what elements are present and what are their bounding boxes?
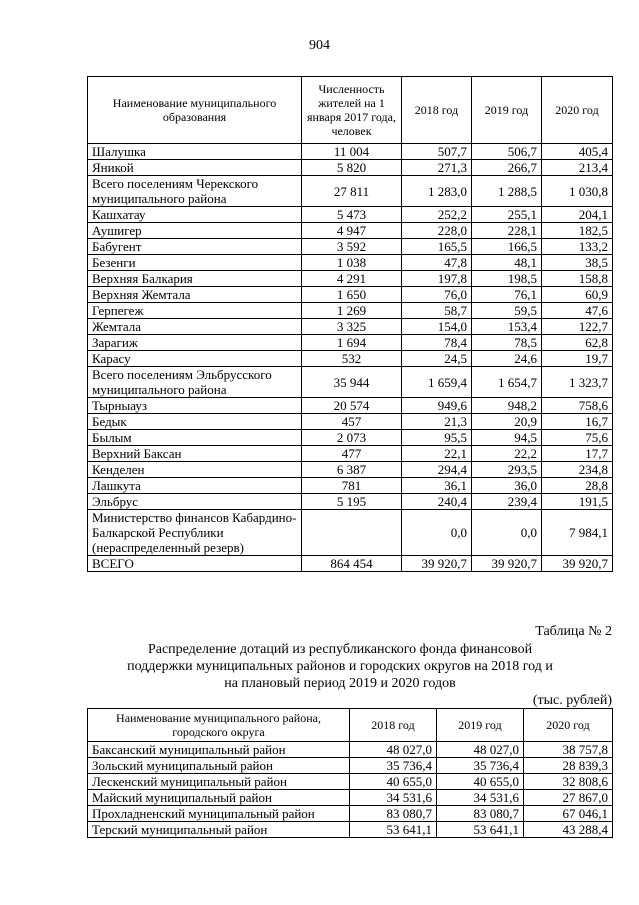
cell-name: Верхняя Балкария	[88, 271, 302, 287]
header-population: Численность жителей на 1 января 2017 года, человек	[302, 77, 402, 144]
cell-population: 20 574	[302, 398, 402, 414]
header-2019: 2019 год	[437, 709, 524, 742]
cell-population: 1 650	[302, 287, 402, 303]
cell-population: 1 269	[302, 303, 402, 319]
cell-y2019: 36,0	[472, 478, 542, 494]
cell-population: 3 325	[302, 319, 402, 335]
cell-y2018: 83 080,7	[350, 806, 437, 822]
cell-y2019: 198,5	[472, 271, 542, 287]
cell-y2018: 39 920,7	[402, 556, 472, 572]
cell-population: 3 592	[302, 239, 402, 255]
table-row	[88, 758, 613, 774]
table-row	[88, 398, 613, 414]
cell-y2018: 48 027,0	[350, 742, 437, 758]
cell-y2020: 17,7	[542, 446, 613, 462]
cell-y2020: 758,6	[542, 398, 613, 414]
cell-y2020: 1 030,8	[542, 176, 613, 207]
table2-units: (тыс. рублей)	[532, 693, 612, 708]
header-2020: 2020 год	[524, 709, 613, 742]
table-row	[88, 255, 613, 271]
cell-population: 1 694	[302, 335, 402, 351]
table-row	[88, 806, 613, 822]
cell-y2019: 153,4	[472, 319, 542, 335]
cell-name: Зольский муниципальный район	[88, 758, 350, 774]
cell-name: Прохладненский муниципальный район	[88, 806, 350, 822]
cell-name: Тырныауз	[88, 398, 302, 414]
cell-y2020: 158,8	[542, 271, 613, 287]
cell-name: Яникой	[88, 160, 302, 176]
table-row	[88, 494, 613, 510]
cell-y2020: 27 867,0	[524, 790, 613, 806]
cell-y2018: 24,5	[402, 351, 472, 367]
cell-y2018: 165,5	[402, 239, 472, 255]
cell-population: 5 473	[302, 207, 402, 223]
cell-y2020: 62,8	[542, 335, 613, 351]
cell-y2020: 122,7	[542, 319, 613, 335]
cell-population: 11 004	[302, 144, 402, 160]
cell-y2020: 38 757,8	[524, 742, 613, 758]
cell-y2019: 166,5	[472, 239, 542, 255]
cell-population: 457	[302, 414, 402, 430]
cell-y2019: 1 654,7	[472, 367, 542, 398]
cell-population: 27 811	[302, 176, 402, 207]
cell-name: Лескенский муниципальный район	[88, 774, 350, 790]
table-row	[88, 414, 613, 430]
cell-y2019: 948,2	[472, 398, 542, 414]
cell-y2018: 40 655,0	[350, 774, 437, 790]
table-row	[88, 774, 613, 790]
table-row	[88, 822, 613, 838]
table-row	[88, 790, 613, 806]
cell-y2018: 36,1	[402, 478, 472, 494]
cell-y2020: 75,6	[542, 430, 613, 446]
cell-y2018: 949,6	[402, 398, 472, 414]
cell-name: Лашкута	[88, 478, 302, 494]
cell-y2018: 252,2	[402, 207, 472, 223]
cell-y2020: 234,8	[542, 462, 613, 478]
cell-name: Шалушка	[88, 144, 302, 160]
cell-y2019: 228,1	[472, 223, 542, 239]
header-2018: 2018 год	[402, 77, 472, 144]
cell-y2020: 1 323,7	[542, 367, 613, 398]
cell-y2018: 240,4	[402, 494, 472, 510]
table-row	[88, 556, 613, 572]
cell-y2019: 59,5	[472, 303, 542, 319]
cell-y2018: 1 283,0	[402, 176, 472, 207]
cell-y2018: 0,0	[402, 510, 472, 556]
cell-y2018: 294,4	[402, 462, 472, 478]
cell-y2020: 133,2	[542, 239, 613, 255]
cell-population: 6 387	[302, 462, 402, 478]
cell-y2019: 255,1	[472, 207, 542, 223]
cell-y2019: 48,1	[472, 255, 542, 271]
cell-name: Безенги	[88, 255, 302, 271]
cell-y2020: 28,8	[542, 478, 613, 494]
cell-name: Кенделен	[88, 462, 302, 478]
cell-y2020: 213,4	[542, 160, 613, 176]
cell-y2019: 506,7	[472, 144, 542, 160]
cell-y2018: 22,1	[402, 446, 472, 462]
cell-y2019: 0,0	[472, 510, 542, 556]
table-row	[88, 207, 613, 223]
table-row	[88, 430, 613, 446]
cell-y2019: 48 027,0	[437, 742, 524, 758]
cell-population: 532	[302, 351, 402, 367]
cell-y2020: 60,9	[542, 287, 613, 303]
cell-population: 5 195	[302, 494, 402, 510]
cell-name: Жемтала	[88, 319, 302, 335]
table-row	[88, 144, 613, 160]
cell-y2018: 58,7	[402, 303, 472, 319]
cell-y2020: 47,6	[542, 303, 613, 319]
cell-y2018: 21,3	[402, 414, 472, 430]
cell-y2019: 76,1	[472, 287, 542, 303]
table-row	[88, 742, 613, 758]
table-row	[88, 367, 613, 398]
cell-name: Терский муниципальный район	[88, 822, 350, 838]
cell-population: 1 038	[302, 255, 402, 271]
cell-y2019: 83 080,7	[437, 806, 524, 822]
header-name: Наименование муниципального образования	[88, 77, 302, 144]
cell-population: 4 947	[302, 223, 402, 239]
header-name: Наименование муниципального района, городского округа	[88, 709, 350, 742]
cell-y2018: 47,8	[402, 255, 472, 271]
cell-y2019: 20,9	[472, 414, 542, 430]
cell-y2020: 39 920,7	[542, 556, 613, 572]
cell-population: 2 073	[302, 430, 402, 446]
cell-y2018: 197,8	[402, 271, 472, 287]
cell-name: Баксанский муниципальный район	[88, 742, 350, 758]
cell-y2020: 19,7	[542, 351, 613, 367]
table-row	[88, 303, 613, 319]
table-row	[88, 510, 613, 556]
cell-name: Аушигер	[88, 223, 302, 239]
cell-y2019: 35 736,4	[437, 758, 524, 774]
table-header-row	[88, 709, 613, 742]
cell-y2018: 507,7	[402, 144, 472, 160]
cell-y2018: 35 736,4	[350, 758, 437, 774]
cell-name: Герпегеж	[88, 303, 302, 319]
cell-y2019: 24,6	[472, 351, 542, 367]
cell-name: Бабугент	[88, 239, 302, 255]
cell-y2019: 266,7	[472, 160, 542, 176]
cell-y2018: 34 531,6	[350, 790, 437, 806]
cell-y2018: 76,0	[402, 287, 472, 303]
cell-y2020: 7 984,1	[542, 510, 613, 556]
cell-y2019: 239,4	[472, 494, 542, 510]
header-2020: 2020 год	[542, 77, 613, 144]
cell-y2020: 67 046,1	[524, 806, 613, 822]
header-2018: 2018 год	[350, 709, 437, 742]
cell-y2019: 53 641,1	[437, 822, 524, 838]
table2-title: Распределение дотаций из республиканского фонда финансовой поддержки муниципальных районов и городских округов на 2018 год и на плановый период 2019 и 2020 годов	[127, 642, 553, 691]
cell-y2020: 191,5	[542, 494, 613, 510]
table-header-row	[88, 77, 613, 144]
table-row	[88, 335, 613, 351]
cell-y2018: 78,4	[402, 335, 472, 351]
table-row	[88, 287, 613, 303]
cell-name: Зарагиж	[88, 335, 302, 351]
cell-y2019: 40 655,0	[437, 774, 524, 790]
cell-y2020: 32 808,6	[524, 774, 613, 790]
cell-name: Эльбрус	[88, 494, 302, 510]
table-row	[88, 176, 613, 207]
page-number: 904	[309, 38, 330, 53]
cell-y2018: 228,0	[402, 223, 472, 239]
subsidy-table-settlements	[87, 76, 613, 572]
cell-population: 5 820	[302, 160, 402, 176]
table-row	[88, 239, 613, 255]
cell-y2019: 78,5	[472, 335, 542, 351]
cell-name: Кашхатау	[88, 207, 302, 223]
cell-name: Верхний Баксан	[88, 446, 302, 462]
cell-y2020: 204,1	[542, 207, 613, 223]
cell-y2019: 39 920,7	[472, 556, 542, 572]
cell-name: Майский муниципальный район	[88, 790, 350, 806]
cell-y2020: 405,4	[542, 144, 613, 160]
cell-y2020: 43 288,4	[524, 822, 613, 838]
table-row	[88, 160, 613, 176]
cell-population: 864 454	[302, 556, 402, 572]
cell-y2018: 271,3	[402, 160, 472, 176]
cell-name: Всего поселениям Черекского муниципального района	[88, 176, 302, 207]
table-row	[88, 223, 613, 239]
cell-y2018: 1 659,4	[402, 367, 472, 398]
cell-y2019: 34 531,6	[437, 790, 524, 806]
table2-label: Таблица № 2	[535, 624, 612, 639]
cell-population: 35 944	[302, 367, 402, 398]
cell-population: 781	[302, 478, 402, 494]
cell-y2018: 95,5	[402, 430, 472, 446]
cell-name: ВСЕГО	[88, 556, 302, 572]
cell-name: Министерство финансов Кабардино-Балкарской Республики (нераспределенный резерв)	[88, 510, 302, 556]
cell-name: Верхняя Жемтала	[88, 287, 302, 303]
cell-y2020: 28 839,3	[524, 758, 613, 774]
table-row	[88, 478, 613, 494]
table-row	[88, 446, 613, 462]
cell-name: Бедык	[88, 414, 302, 430]
cell-name: Всего поселениям Эльбрусского муниципального района	[88, 367, 302, 398]
table-row	[88, 271, 613, 287]
cell-y2019: 94,5	[472, 430, 542, 446]
cell-population: 477	[302, 446, 402, 462]
cell-name: Былым	[88, 430, 302, 446]
table-row	[88, 351, 613, 367]
cell-population	[302, 510, 402, 556]
cell-y2019: 293,5	[472, 462, 542, 478]
cell-name: Карасу	[88, 351, 302, 367]
cell-y2018: 53 641,1	[350, 822, 437, 838]
subsidy-table-districts	[87, 708, 613, 838]
cell-y2020: 38,5	[542, 255, 613, 271]
table-row	[88, 462, 613, 478]
cell-y2018: 154,0	[402, 319, 472, 335]
table-row	[88, 319, 613, 335]
cell-population: 4 291	[302, 271, 402, 287]
cell-y2020: 16,7	[542, 414, 613, 430]
cell-y2019: 1 288,5	[472, 176, 542, 207]
cell-y2019: 22,2	[472, 446, 542, 462]
cell-y2020: 182,5	[542, 223, 613, 239]
header-2019: 2019 год	[472, 77, 542, 144]
